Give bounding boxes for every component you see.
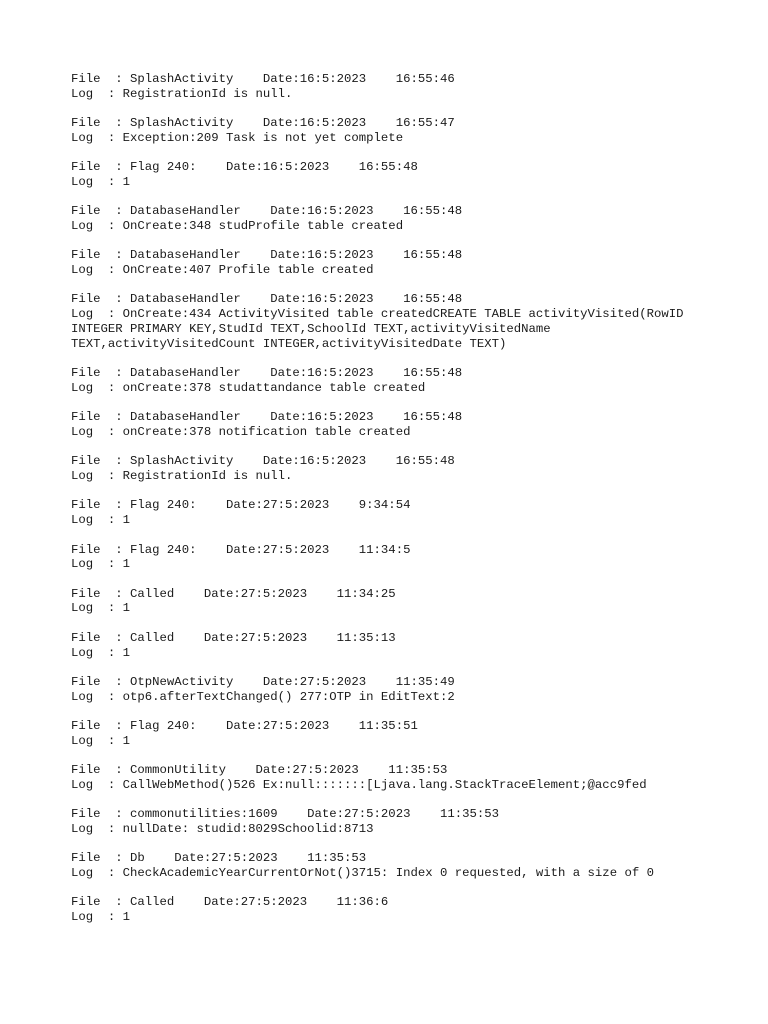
log-line: Log : otp6.afterTextChanged() 277:OTP in EditText:2 — [71, 689, 455, 704]
file-line: File : OtpNewActivity Date:27:5:2023 11:35:49 — [71, 674, 455, 689]
log-line: Log : RegistrationId is null. — [71, 469, 293, 484]
log-line: Log : onCreate:378 notification table created — [71, 425, 411, 440]
log-entry — [71, 116, 731, 146]
file-line: File : DatabaseHandler Date:16:5:2023 16:55:48 — [71, 292, 463, 307]
log-line: Log : 1 — [71, 513, 131, 528]
file-line: File : Called Date:27:5:2023 11:34:25 — [71, 586, 396, 601]
log-entry — [71, 454, 731, 484]
log-entry — [71, 204, 731, 234]
log-line: Log : Exception:209 Task is not yet complete — [71, 130, 404, 145]
log-line: Log : 1 — [71, 557, 131, 572]
log-line: Log : OnCreate:407 Profile table created — [71, 263, 374, 278]
file-line: File : Called Date:27:5:2023 11:36:6 — [71, 895, 389, 910]
log-entry — [71, 807, 731, 837]
file-line: File : Flag 240: Date:16:5:2023 16:55:48 — [71, 160, 418, 175]
log-line: Log : OnCreate:348 studProfile table created — [71, 219, 404, 234]
log-line: Log : 1 — [71, 601, 131, 616]
file-line: File : SplashActivity Date:16:5:2023 16:55:48 — [71, 454, 455, 469]
file-line: File : Flag 240: Date:27:5:2023 11:35:51 — [71, 718, 418, 733]
log-entry — [71, 292, 731, 351]
log-entry — [71, 587, 731, 617]
log-line: Log : CallWebMethod()526 Ex:null:::::::[Ljava.lang.StackTraceElement;@acc9fed — [71, 777, 647, 792]
log-entry — [71, 631, 731, 661]
file-line: File : commonutilities:1609 Date:27:5:2023 11:35:53 — [71, 807, 500, 822]
file-line: File : CommonUtility Date:27:5:2023 11:35:53 — [71, 763, 448, 777]
log-entry — [71, 72, 731, 102]
log-entry — [71, 366, 731, 396]
log-document — [71, 72, 731, 939]
log-entry — [71, 248, 731, 278]
file-line: File : Flag 240: Date:27:5:2023 9:34:54 — [71, 498, 411, 513]
log-entry — [71, 675, 731, 705]
file-line: File : Flag 240: Date:27:5:2023 11:34:5 — [71, 542, 411, 557]
file-line: File : DatabaseHandler Date:16:5:2023 16:55:48 — [71, 204, 463, 219]
file-line: File : DatabaseHandler Date:16:5:2023 16:55:48 — [71, 366, 463, 381]
log-entry — [71, 543, 731, 573]
log-entry — [71, 410, 731, 440]
log-entry — [71, 895, 731, 925]
log-line: Log : onCreate:378 studattandance table created — [71, 380, 426, 395]
log-line: Log : nullDate: studid:8029Schoolid:8713 — [71, 821, 374, 836]
file-line: File : Called Date:27:5:2023 11:35:13 — [71, 630, 396, 645]
file-line: File : Db Date:27:5:2023 11:35:53 — [71, 851, 367, 866]
log-line: Log : 1 — [71, 645, 131, 660]
file-line: File : DatabaseHandler Date:16:5:2023 16:55:48 — [71, 410, 463, 425]
file-line: File : SplashActivity Date:16:5:2023 16:55:47 — [71, 116, 455, 131]
log-line: Log : RegistrationId is null. — [71, 86, 293, 101]
log-entry — [71, 719, 731, 749]
log-line: Log : OnCreate:434 ActivityVisited table createdCREATE TABLE activityVisited(RowID INTEGER PRIMARY KEY,StudId TEXT,SchoolId TEXT,activityVisitedName TEXT,activityVisitedCount INTEGER,activityVisitedDate TEXT) — [71, 307, 684, 351]
log-entry — [71, 160, 731, 190]
log-entry — [71, 763, 731, 793]
log-entry — [71, 498, 731, 528]
log-line: Log : 1 — [71, 733, 131, 748]
log-line: Log : 1 — [71, 910, 131, 925]
file-line: File : DatabaseHandler Date:16:5:2023 16:55:48 — [71, 248, 463, 263]
log-line: Log : 1 — [71, 174, 131, 189]
log-entry — [71, 851, 731, 881]
file-line: File : SplashActivity Date:16:5:2023 16:55:46 — [71, 72, 455, 86]
log-line: Log : CheckAcademicYearCurrentOrNot()3715: Index 0 requested, with a size of 0 — [71, 865, 654, 880]
